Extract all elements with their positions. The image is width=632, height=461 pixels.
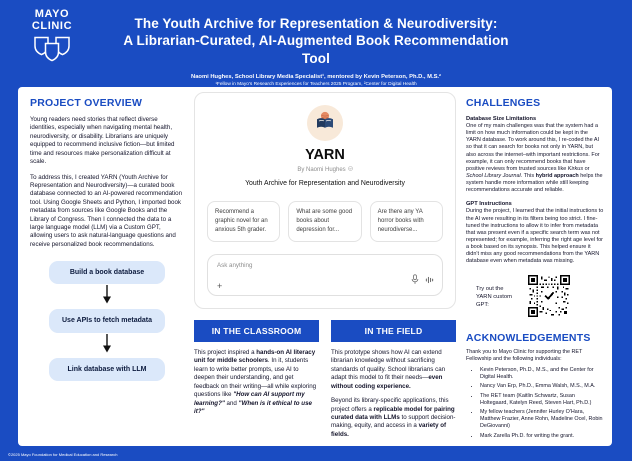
yarn-gpt-byline xyxy=(207,166,443,173)
copyright-text: ©2025 Mayo Foundation for Medical Education and Research xyxy=(8,452,118,457)
poster-title-line1: The Youth Archive for Representation & Neurodiversity: xyxy=(134,16,498,31)
ack-item: • My fellow teachers (Jennifer Hurley O'Hara, Matthew Frazier, Anne Rohn, Madeline Ocel, Robin DeGiovanni) xyxy=(480,409,604,430)
classroom-paragraph: This project inspired a hands-on AI literacy unit for middle schoolers. In it, students learn to write better prompts, use AI to deepen their understanding, and get feedback on their writing—all while exploring questions like "How can AI support my learning?" and "When is it ethical to use it?" xyxy=(194,349,317,415)
logo-text-clinic: CLINIC xyxy=(31,19,73,32)
suggestion-card-2[interactable]: What are some good books about depression for... xyxy=(288,201,361,242)
acknowledgements-intro: Thank you to Mayo Clinic for supporting the RET Fellowship and the following individuals: xyxy=(466,348,583,362)
overview-paragraph-1: Young readers need stories that reflect diverse identities, especially when navigating mental health, neurodiversity, or disability. Librarians are uniquely equipped to recommend inclusive fiction—but limited time and resources make personalization difficult at scale. xyxy=(30,116,175,166)
project-overview-heading: PROJECT OVERVIEW xyxy=(30,97,143,109)
challenges-heading: CHALLENGES xyxy=(466,97,541,109)
flow-step-link-llm: Link database with LLM xyxy=(49,358,165,381)
banner-text-row xyxy=(194,349,456,439)
title-block xyxy=(110,15,522,87)
challenges-section xyxy=(466,97,604,442)
content-card xyxy=(18,87,612,446)
yarn-byline-text: By Naomi Hughes xyxy=(297,166,346,173)
qr-code xyxy=(528,275,570,322)
challenge-gpt-instructions xyxy=(466,201,604,265)
mayo-shields-icon xyxy=(33,51,71,68)
chat-input-box[interactable] xyxy=(207,254,443,296)
challenge-database-limits xyxy=(466,116,604,194)
prompt-suggestions xyxy=(207,201,443,242)
flow-step-build-database: Build a book database xyxy=(49,261,165,284)
author-byline: Naomi Hughes, School Library Media Specialist¹, mentored by Kevin Peterson, Ph.D., M.S.² xyxy=(191,73,441,80)
down-arrow-icon xyxy=(101,284,113,309)
suggestion-card-3[interactable]: Are there any YA horror books with neurodiverse... xyxy=(370,201,443,242)
book-and-yarn-icon xyxy=(315,111,335,135)
field-paragraph-2: Beyond its library-specific applications, this project offers a replicable model for pairing curated data with LLMs to support decision-making, equity, and access in a variety of fields. xyxy=(331,397,456,438)
mayo-clinic-logo xyxy=(16,9,88,69)
overview-paragraph-2: To address this, I created YARN (Youth Archive for Representation and Neurodiversity)—a curated book database connected to an AI-powered recommendation tool. Using Google Sheets and Python, I imported book metadata from sources like Google Books and the Library of Congress. Then I connected the data to a large language model (LLM) via a Custom GPT, allowing users to ask natural-language questions and receive personalized book recommendations. xyxy=(30,173,183,248)
poster-header xyxy=(0,0,632,88)
yarn-gpt-name: YARN xyxy=(305,147,345,163)
qr-label: Try out the YARN custom GPT: xyxy=(476,286,512,308)
yarn-gpt-description: Youth Archive for Representation and Neurodiversity xyxy=(245,180,405,187)
field-paragraph-1: This prototype shows how AI can extend librarian knowledge without sacrificing standards of quality. School librarians can adapt this model to fit their needs—even without coding experience. xyxy=(331,349,446,390)
microphone-icon[interactable] xyxy=(411,272,419,290)
ack-item: • The RET team (Kaitlin Schwartz, Susan Holtegaard, Katelyn Reed, Steven Hart, Ph.D.) xyxy=(480,393,604,407)
down-arrow-icon xyxy=(101,333,113,358)
workflow-diagram xyxy=(30,261,184,380)
suggestion-card-1[interactable]: Recommend a graphic novel for an anxious 5th grader. xyxy=(207,201,280,242)
acknowledgements-list xyxy=(466,367,604,440)
in-the-classroom-banner: IN THE CLASSROOM xyxy=(194,320,319,342)
challenge-1-title: Database Size Limitations xyxy=(466,116,537,122)
field-text xyxy=(331,349,456,439)
attach-plus-icon[interactable]: + xyxy=(217,281,223,291)
byline-badge-icon xyxy=(348,166,353,173)
in-the-field-banner: IN THE FIELD xyxy=(331,320,456,342)
chat-input-placeholder: Ask anything xyxy=(217,262,253,269)
yarn-avatar xyxy=(307,105,343,141)
classroom-text xyxy=(194,349,319,439)
yarn-gpt-panel xyxy=(194,92,456,309)
challenge-2-text: During the project, I learned that the initial instructions to the AI were resulting in its filters being too strict. I fine-tuned the instructions to allow it to infer from metadata that was present even if a specific search term was not represented; for example, inferring the right age level for a book based on its synopsis. This helped ensure it didn't miss any good recommendations from the YARN database even when metadata was missing. xyxy=(466,208,604,265)
logo-text-mayo: MAYO xyxy=(34,8,70,20)
project-overview-section xyxy=(30,97,184,381)
flow-step-fetch-metadata: Use APIs to fetch metadata xyxy=(49,309,165,332)
qr-callout xyxy=(466,275,604,322)
poster-title-line2: A Librarian-Curated, AI-Augmented Book Recommendation Tool xyxy=(123,33,509,66)
voice-mode-icon[interactable] xyxy=(425,272,434,290)
author-affiliations: ¹Fellow in Mayo's Research Experiences for Teachers 2025 Program, ²Center for Digital Health xyxy=(215,81,417,87)
acknowledgements-heading: ACKNOWLEDGEMENTS xyxy=(466,331,591,344)
ack-item: • Nancy Van Erp, Ph.D., Emma Walsh, M.S., M.A. xyxy=(480,383,604,390)
challenge-1-text: One of my main challenges was that the system had a limit on how much information could be kept in the YARN database. To work around this, I re-coded the AI so that it can search for books not only in YARN, but also across the internet–with important restrictions. For example, it can only recommend books that have positive reviews from trusted sources like Kirkus or School Library Journal. This hybrid approach helps the system handle more information while still keeping recommendations accurate and reliable. xyxy=(466,123,603,194)
banner-row xyxy=(194,320,456,342)
ack-item: • Mark Zarella Ph.D. for writing the grant. xyxy=(480,433,604,440)
yarn-demo-section xyxy=(194,92,456,439)
ack-item: • Kevin Peterson, Ph.D., M.S., and the Center for Digital Health. xyxy=(480,367,604,381)
challenge-2-title: GPT Instructions xyxy=(466,201,512,208)
